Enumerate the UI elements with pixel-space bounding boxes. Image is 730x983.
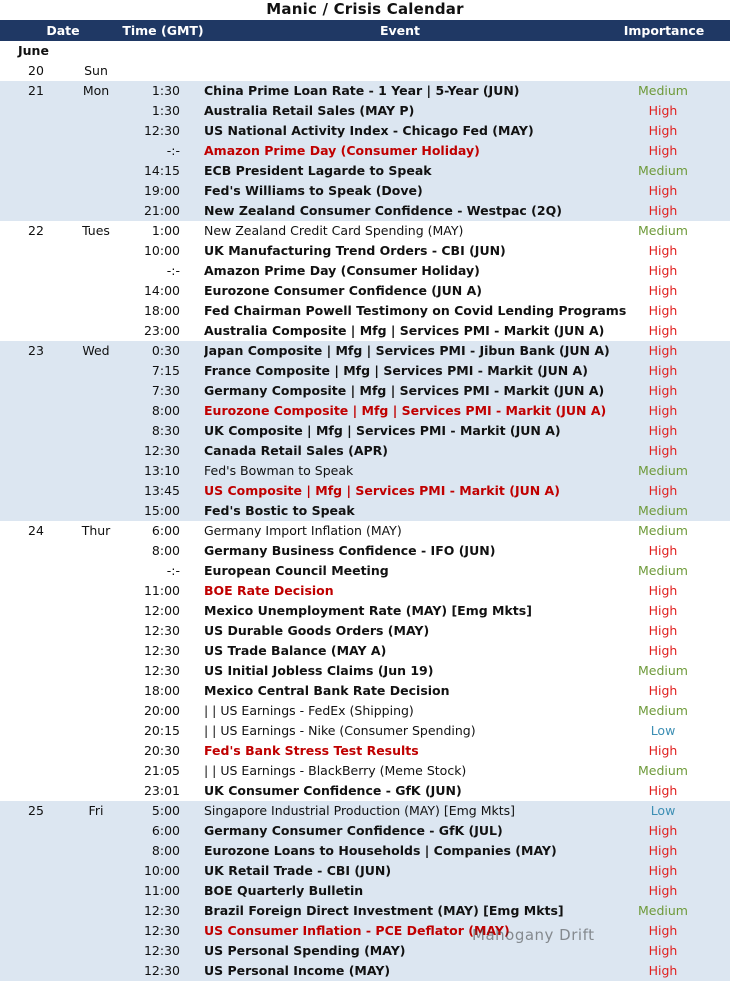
row-date: 24 <box>28 523 44 538</box>
table-row <box>0 521 730 541</box>
row-event: Brazil Foreign Direct Investment (MAY) [Emg Mkts] <box>204 903 564 918</box>
table-row <box>0 741 730 761</box>
table-row <box>0 441 730 461</box>
table-row <box>0 561 730 581</box>
table-row <box>0 321 730 341</box>
row-importance: High <box>648 643 678 658</box>
table-row <box>0 781 730 801</box>
table-row <box>0 481 730 501</box>
row-importance: High <box>648 143 678 158</box>
row-event: BOE Rate Decision <box>204 583 334 598</box>
row-time: 19:00 <box>143 183 180 198</box>
row-importance: High <box>648 343 678 358</box>
row-time: 13:45 <box>143 483 180 498</box>
table-row <box>0 641 730 661</box>
row-date: 21 <box>28 83 44 98</box>
row-time: 6:00 <box>151 523 180 538</box>
header-event: Event <box>379 23 421 38</box>
row-event: Amazon Prime Day (Consumer Holiday) <box>204 143 480 158</box>
row-importance: High <box>648 323 678 338</box>
row-time: 12:30 <box>143 663 180 678</box>
row-importance: Low <box>650 723 676 738</box>
table-row <box>0 801 730 821</box>
row-time: 8:00 <box>151 403 180 418</box>
row-day: Mon <box>82 83 110 98</box>
table-row <box>0 241 730 261</box>
table-row <box>0 661 730 681</box>
table-row <box>0 201 730 221</box>
table-row <box>0 821 730 841</box>
row-day: Fri <box>88 803 104 818</box>
row-day: Sun <box>84 63 108 78</box>
row-importance: High <box>648 403 678 418</box>
row-importance: High <box>648 183 678 198</box>
table-row <box>0 881 730 901</box>
row-time: 21:00 <box>143 203 180 218</box>
row-importance: High <box>648 603 678 618</box>
row-importance: Medium <box>638 563 688 578</box>
table-row <box>0 401 730 421</box>
row-importance: High <box>648 383 678 398</box>
row-importance: High <box>648 843 678 858</box>
month-label: June <box>18 43 49 58</box>
row-event: Fed's Bostic to Speak <box>204 503 355 518</box>
row-time: 20:15 <box>143 723 180 738</box>
row-event: New Zealand Consumer Confidence - Westpac (2Q) <box>204 203 562 218</box>
table-row <box>0 541 730 561</box>
header-importance: Importance Level <box>623 23 705 59</box>
row-importance: High <box>648 123 678 138</box>
row-time: 1:30 <box>151 103 180 118</box>
row-importance: High <box>648 823 678 838</box>
row-time: 20:30 <box>143 743 180 758</box>
row-event: UK Retail Trade - CBI (JUN) <box>204 863 392 878</box>
row-event: Eurozone Loans to Households | Companies (MAY) <box>204 843 557 858</box>
row-time: 13:10 <box>143 463 180 478</box>
row-importance: Medium <box>638 223 688 238</box>
table-row <box>0 221 730 241</box>
row-time: -:- <box>166 563 180 578</box>
row-time: 12:00 <box>143 603 180 618</box>
table-row <box>0 861 730 881</box>
table-row <box>0 701 730 721</box>
table-row <box>0 361 730 381</box>
row-importance: High <box>648 483 678 498</box>
row-event: Mexico Unemployment Rate (MAY) [Emg Mkts] <box>204 603 532 618</box>
row-time: 6:00 <box>151 823 180 838</box>
row-event: Eurozone Composite | Mfg | Services PMI - Markit (JUN A) <box>204 403 607 418</box>
row-event: Fed's Bowman to Speak <box>204 463 354 478</box>
row-event: US Consumer Inflation - PCE Deflator (MAY) <box>204 923 510 938</box>
row-time: 23:00 <box>143 323 180 338</box>
row-date: 20 <box>28 63 44 78</box>
table-row <box>0 581 730 601</box>
row-importance: High <box>648 683 678 698</box>
table-row <box>0 81 730 101</box>
table-row <box>0 961 730 981</box>
row-importance: Medium <box>638 663 688 678</box>
table-row <box>0 281 730 301</box>
row-event: Australia Retail Sales (MAY P) <box>204 103 415 118</box>
row-importance: Medium <box>638 763 688 778</box>
row-importance: High <box>648 303 678 318</box>
row-event: US National Activity Index - Chicago Fed (MAY) <box>204 123 534 138</box>
row-importance: Medium <box>638 463 688 478</box>
row-time: 15:00 <box>143 503 180 518</box>
row-event: US Trade Balance (MAY A) <box>204 643 387 658</box>
row-event: Fed's Williams to Speak (Dove) <box>204 183 423 198</box>
row-importance: High <box>648 243 678 258</box>
row-importance: High <box>648 423 678 438</box>
row-time: 5:00 <box>151 803 180 818</box>
row-event: Germany Composite | Mfg | Services PMI - Markit (JUN A) <box>204 383 605 398</box>
row-time: 1:00 <box>151 223 180 238</box>
row-importance: High <box>648 863 678 878</box>
row-date: 25 <box>28 803 44 818</box>
row-event: France Composite | Mfg | Services PMI - Markit (JUN A) <box>204 363 588 378</box>
table-row <box>0 181 730 201</box>
row-event: Amazon Prime Day (Consumer Holiday) <box>204 263 480 278</box>
row-event: | | US Earnings - Nike (Consumer Spending) <box>204 723 476 738</box>
row-event: US Durable Goods Orders (MAY) <box>204 623 430 638</box>
row-time: 10:00 <box>143 863 180 878</box>
table-row <box>0 381 730 401</box>
row-importance: Medium <box>638 163 688 178</box>
row-importance: High <box>648 943 678 958</box>
row-event: European Council Meeting <box>204 563 389 578</box>
row-importance: High <box>648 263 678 278</box>
table-row <box>0 761 730 781</box>
row-importance: High <box>648 283 678 298</box>
row-importance: Medium <box>638 83 688 98</box>
row-importance: High <box>648 963 678 978</box>
row-time: 14:15 <box>143 163 180 178</box>
row-event: | | US Earnings - FedEx (Shipping) <box>204 703 414 718</box>
row-event: Singapore Industrial Production (MAY) [Emg Mkts] <box>204 803 516 818</box>
row-importance: High <box>648 103 678 118</box>
row-event: US Personal Income (MAY) <box>204 963 391 978</box>
row-event: Fed's Bank Stress Test Results <box>204 743 419 758</box>
row-time: 12:30 <box>143 903 180 918</box>
row-event: Germany Consumer Confidence - GfK (JUL) <box>204 823 503 838</box>
row-event: UK Manufacturing Trend Orders - CBI (JUN) <box>204 243 506 258</box>
table-row <box>0 501 730 521</box>
row-event: Australia Composite | Mfg | Services PMI - Markit (JUN A) <box>204 323 605 338</box>
table-row <box>0 621 730 641</box>
row-time: 12:30 <box>143 623 180 638</box>
table-row <box>0 121 730 141</box>
row-time: 12:30 <box>143 123 180 138</box>
row-time: 20:00 <box>143 703 180 718</box>
row-importance: Medium <box>638 523 688 538</box>
table-row <box>0 101 730 121</box>
header-time: Time (GMT) <box>122 23 204 38</box>
row-day: Tues <box>82 223 110 238</box>
table-row <box>0 921 730 941</box>
row-event: Canada Retail Sales (APR) <box>204 443 388 458</box>
row-event: China Prime Loan Rate - 1 Year | 5-Year (JUN) <box>204 83 520 98</box>
row-time: 23:01 <box>143 783 180 798</box>
table-row <box>0 461 730 481</box>
row-time: 8:00 <box>151 543 180 558</box>
row-time: 12:30 <box>143 963 180 978</box>
table-row <box>0 141 730 161</box>
row-time: 7:30 <box>151 383 180 398</box>
row-event: US Composite | Mfg | Services PMI - Markit (JUN A) <box>204 483 560 498</box>
row-event: Fed Chairman Powell Testimony on Covid Lending Programs <box>204 303 627 318</box>
table-row <box>0 421 730 441</box>
row-time: 0:30 <box>151 343 180 358</box>
table-row <box>0 61 730 81</box>
header-date: Date <box>46 23 80 38</box>
row-importance: High <box>648 203 678 218</box>
row-time: 12:30 <box>143 923 180 938</box>
row-time: 8:00 <box>151 843 180 858</box>
row-event: Eurozone Consumer Confidence (JUN A) <box>204 283 483 298</box>
calendar-title: Manic / Crisis Calendar <box>266 0 464 18</box>
watermark: Mahogany Drift <box>472 926 595 944</box>
row-importance: High <box>648 743 678 758</box>
row-time: 18:00 <box>143 303 180 318</box>
row-event: Germany Business Confidence - IFO (JUN) <box>204 543 496 558</box>
row-time: 1:30 <box>151 83 180 98</box>
row-event: New Zealand Credit Card Spending (MAY) <box>204 223 464 238</box>
row-day: Wed <box>82 343 110 358</box>
row-time: 7:15 <box>151 363 180 378</box>
table-row <box>0 941 730 961</box>
table-row <box>0 901 730 921</box>
row-time: 14:00 <box>143 283 180 298</box>
row-time: -:- <box>166 263 180 278</box>
row-event: | | US Earnings - BlackBerry (Meme Stock) <box>204 763 467 778</box>
row-time: 11:00 <box>143 883 180 898</box>
row-event: Mexico Central Bank Rate Decision <box>204 683 450 698</box>
row-time: 10:00 <box>143 243 180 258</box>
table-row <box>0 301 730 321</box>
row-importance: Medium <box>638 703 688 718</box>
row-event: UK Composite | Mfg | Services PMI - Markit (JUN A) <box>204 423 561 438</box>
table-row <box>0 841 730 861</box>
row-time: 11:00 <box>143 583 180 598</box>
table-row <box>0 601 730 621</box>
row-event: Japan Composite | Mfg | Services PMI - Jibun Bank (JUN A) <box>204 343 610 358</box>
row-date: 22 <box>28 223 44 238</box>
row-time: -:- <box>166 143 180 158</box>
table-row <box>0 681 730 701</box>
row-time: 21:05 <box>143 763 180 778</box>
row-importance: Medium <box>638 903 688 918</box>
table-row <box>0 161 730 181</box>
row-event: US Initial Jobless Claims (Jun 19) <box>204 663 434 678</box>
row-time: 12:30 <box>143 443 180 458</box>
row-importance: High <box>648 543 678 558</box>
row-importance: High <box>648 923 678 938</box>
table-row <box>0 721 730 741</box>
row-time: 12:30 <box>143 943 180 958</box>
row-importance: High <box>648 783 678 798</box>
table-row <box>0 261 730 281</box>
row-importance: High <box>648 443 678 458</box>
row-event: UK Consumer Confidence - GfK (JUN) <box>204 783 462 798</box>
row-importance: Low <box>650 803 676 818</box>
row-time: 8:30 <box>151 423 180 438</box>
row-importance: High <box>648 623 678 638</box>
row-time: 12:30 <box>143 643 180 658</box>
row-event: US Personal Spending (MAY) <box>204 943 406 958</box>
row-importance: High <box>648 883 678 898</box>
row-day: Thur <box>81 523 111 538</box>
row-time: 18:00 <box>143 683 180 698</box>
row-importance: High <box>648 363 678 378</box>
row-date: 23 <box>28 343 44 358</box>
row-event: Germany Import Inflation (MAY) <box>204 523 402 538</box>
row-importance: Medium <box>638 503 688 518</box>
table-row <box>0 341 730 361</box>
row-importance: High <box>648 583 678 598</box>
row-event: ECB President Lagarde to Speak <box>204 163 432 178</box>
row-event: BOE Quarterly Bulletin <box>204 883 364 898</box>
